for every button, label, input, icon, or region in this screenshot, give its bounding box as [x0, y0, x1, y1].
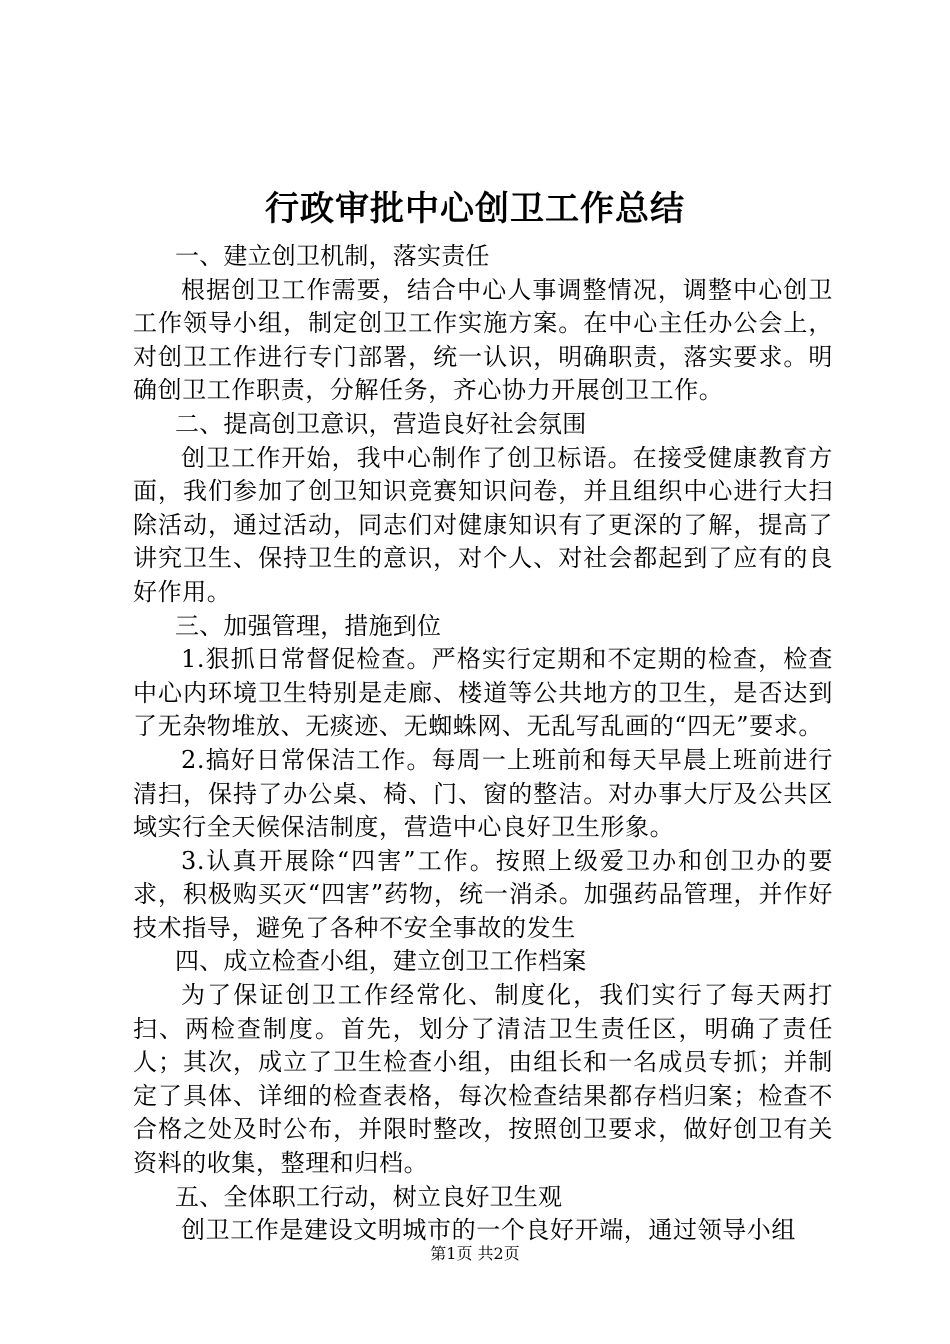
body-paragraph: 2.搞好日常保洁工作。每周一上班前和每天早晨上班前进行清扫，保持了办公桌、椅、门、窗的整洁。对办事大厅及公共区域实行全天候保洁制度，营造中心良好卫生形象。 [133, 745, 833, 842]
page-number-footer: 第1页 共2页 [430, 1244, 520, 1263]
body-paragraph: 1.狠抓日常督促检查。严格实行定期和不定期的检查，检查中心内环境卫生特别是走廊、楼道等公共地方的卫生，是否达到了无杂物堆放、无痰迹、无蜘蛛网、无乱写乱画的“四无”要求。 [133, 645, 833, 741]
body-paragraph: 创卫工作开始，我中心制作了创卫标语。在接受健康教育方面，我们参加了创卫知识竞赛知识问卷，并且组织中心进行大扫除活动，通过活动，同志们对健康知识有了更深的了解，提高了讲究卫生、保持卫生的意识，对个人、对社会都起到了应有的良好作用。 [133, 443, 833, 606]
section-heading: 三、加强管理，措施到位 [175, 611, 442, 640]
body-paragraph: 为了保证创卫工作经常化、制度化，我们实行了每天两打扫、两检查制度。首先，划分了清洁卫生责任区，明确了责任人；其次，成立了卫生检查小组，由组长和一名成员专抓；并制定了具体、详细的检查表格，每次检查结果都存档归案；检查不合格之处及时公布，并限时整改，按照创卫要求，做好创卫有关资料的收集，整理和归档。 [133, 981, 833, 1178]
section-heading: 二、提高创卫意识，营造良好社会氛围 [175, 409, 587, 438]
section-heading: 五、全体职工行动，树立良好卫生观 [175, 1182, 563, 1211]
body-paragraph: 创卫工作是建设文明城市的一个良好开端，通过领导小组 [181, 1216, 796, 1245]
document-title: 行政审批中心创卫工作总结 [265, 189, 685, 229]
body-paragraph: 根据创卫工作需要，结合中心人事调整情况，调整中心创卫工作领导小组，制定创卫工作实施方案。在中心主任办公会上，对创卫工作进行专门部署，统一认识，明确职责，落实要求。明确创卫工作职责，分解任务，齐心协力开展创卫工作。 [133, 275, 833, 405]
body-paragraph: 3.认真开展除“四害”工作。按照上级爱卫办和创卫办的要求，积极购买灭“四害”药物，统一消杀。加强药品管理，并作好技术指导，避免了各种不安全事故的发生 [133, 846, 833, 942]
document-body [133, 240, 833, 1248]
section-heading: 一、建立创卫机制，落实责任 [175, 242, 490, 270]
section-heading: 四、成立检查小组，建立创卫工作档案 [175, 947, 587, 976]
